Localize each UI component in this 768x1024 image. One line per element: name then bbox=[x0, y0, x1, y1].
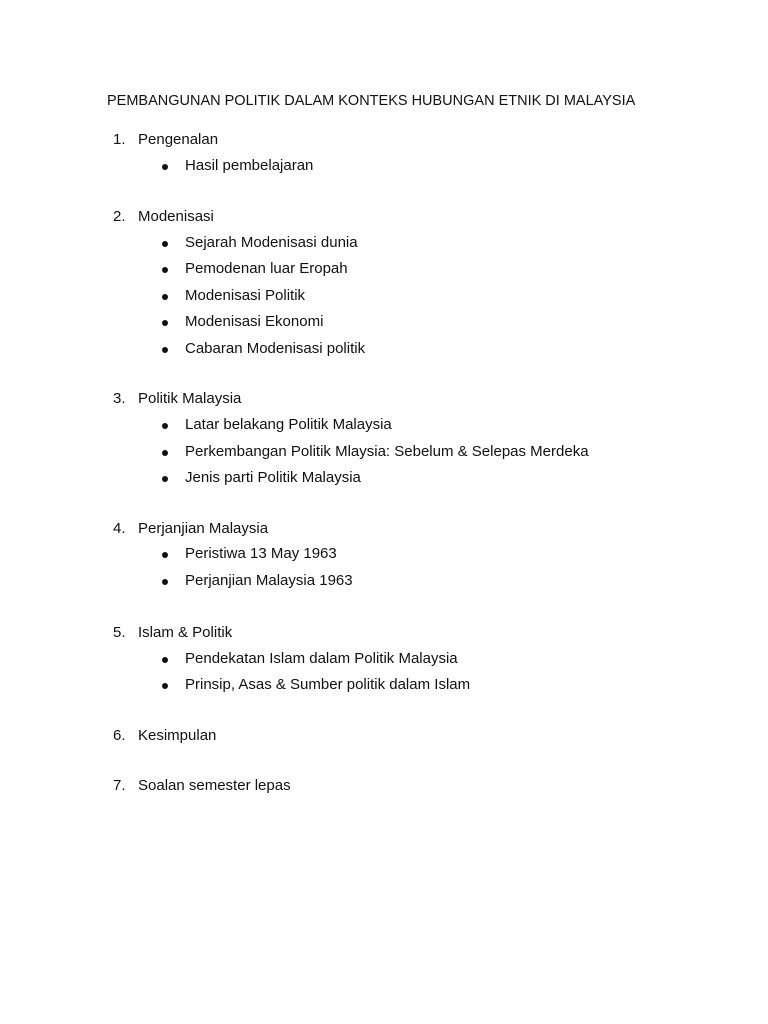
section-number: 6. bbox=[113, 727, 126, 744]
section-label: Islam & Politik bbox=[138, 624, 233, 641]
bullet-icon bbox=[162, 657, 168, 663]
section-label: Modenisasi bbox=[138, 208, 214, 225]
section-label: Kesimpulan bbox=[138, 727, 217, 744]
document-title: PEMBANGUNAN POLITIK DALAM KONTEKS HUBUNGAN ETNIK DI MALAYSIA bbox=[107, 93, 636, 109]
bullet-icon bbox=[162, 164, 168, 170]
section-number: 4. bbox=[113, 520, 126, 537]
bullet-icon bbox=[162, 320, 168, 326]
bullet-icon bbox=[162, 476, 168, 482]
bullet-item: Prinsip, Asas & Sumber politik dalam Islam bbox=[185, 676, 471, 693]
bullet-item: Sejarah Modenisasi dunia bbox=[185, 234, 358, 251]
bullet-icon bbox=[162, 294, 168, 300]
bullet-item: Jenis parti Politik Malaysia bbox=[185, 469, 361, 486]
bullet-item: Cabaran Modenisasi politik bbox=[185, 340, 366, 357]
section-number: 2. bbox=[113, 208, 126, 225]
section-label: Politik Malaysia bbox=[138, 390, 242, 407]
bullet-item: Pendekatan Islam dalam Politik Malaysia bbox=[185, 650, 458, 667]
bullet-icon bbox=[162, 241, 168, 247]
bullet-item: Hasil pembelajaran bbox=[185, 157, 314, 174]
bullet-icon bbox=[162, 450, 168, 456]
bullet-item: Peristiwa 13 May 1963 bbox=[185, 545, 337, 562]
section-number: 5. bbox=[113, 624, 126, 641]
bullet-item: Pemodenan luar Eropah bbox=[185, 260, 348, 277]
bullet-icon bbox=[162, 423, 168, 429]
bullet-item: Perkembangan Politik Mlaysia: Sebelum & Selepas Merdeka bbox=[185, 443, 589, 460]
bullet-icon bbox=[162, 552, 168, 558]
bullet-icon bbox=[162, 683, 168, 689]
section-number: 3. bbox=[113, 390, 126, 407]
section-number: 7. bbox=[113, 777, 126, 794]
bullet-item: Perjanjian Malaysia 1963 bbox=[185, 572, 353, 589]
bullet-icon bbox=[162, 347, 168, 353]
section-label: Perjanjian Malaysia bbox=[138, 520, 269, 537]
bullet-icon bbox=[162, 267, 168, 273]
bullet-item: Modenisasi Politik bbox=[185, 287, 306, 304]
section-number: 1. bbox=[113, 131, 126, 148]
bullet-item: Latar belakang Politik Malaysia bbox=[185, 416, 392, 433]
bullet-icon bbox=[162, 579, 168, 585]
bullet-item: Modenisasi Ekonomi bbox=[185, 313, 324, 330]
section-label: Pengenalan bbox=[138, 131, 219, 148]
section-label: Soalan semester lepas bbox=[138, 777, 291, 794]
